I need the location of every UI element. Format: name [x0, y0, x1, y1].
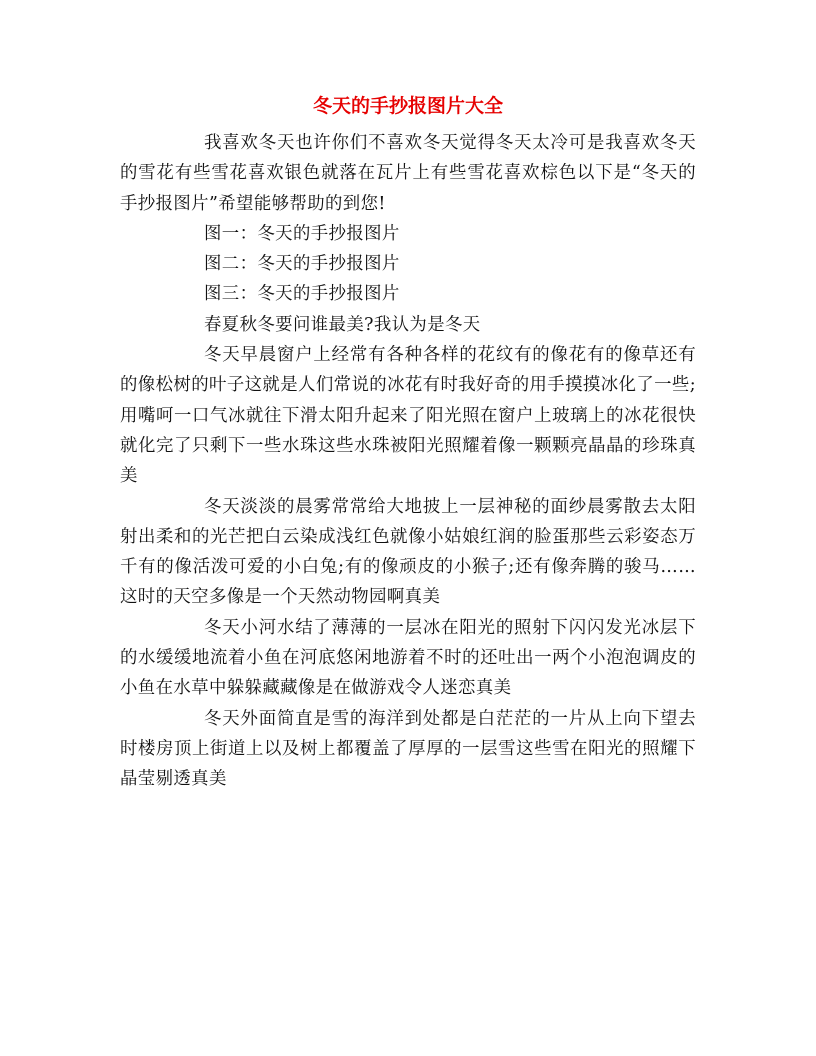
paragraph-question: 春夏秋冬要问谁最美?我认为是冬天 [204, 314, 481, 335]
paragraph-frozen-river: 冬天小河水结了薄薄的一层冰在阳光的照射下闪闪发光冰层下的水缓缓地流着小鱼在河底悠闲地游着不时的还吐出一两个小泡泡调皮的小鱼在水草中躲躲藏藏像是在做游戏令人迷恋真美 [120, 617, 696, 699]
document-page [120, 92, 696, 795]
paragraph-figure-1: 图一：冬天的手抄报图片 [204, 223, 400, 244]
paragraph-figure-3: 图三：冬天的手抄报图片 [204, 284, 400, 305]
paragraph-window-frost: 冬天早晨窗户上经常有各种各样的花纹有的像花有的像草还有的像松树的叶子这就是人们常说的冰花有时我好奇的用手摸摸冰化了一些;用嘴呵一口气冰就往下滑太阳升起来了阳光照在窗户上玻璃上的冰花很快就化完了只剩下一些水珠这些水珠被阳光照耀着像一颗颗亮晶晶的珍珠真美 [120, 345, 696, 487]
paragraph-snow-ocean: 冬天外面简直是雪的海洋到处都是白茫茫的一片从上向下望去时楼房顶上街道上以及树上都覆盖了厚厚的一层雪这些雪在阳光的照耀下晶莹剔透真美 [120, 708, 696, 790]
paragraph-intro: 我喜欢冬天也许你们不喜欢冬天觉得冬天太冷可是我喜欢冬天的雪花有些雪花喜欢银色就落在瓦片上有些雪花喜欢棕色以下是“冬天的手抄报图片”希望能够帮助的到您! [120, 133, 696, 214]
paragraph-morning-fog: 冬天淡淡的晨雾常常给大地披上一层神秘的面纱晨雾散去太阳射出柔和的光芒把白云染成浅红色就像小姑娘红润的脸蛋那些云彩姿态万千有的像活泼可爱的小白兔;有的像顽皮的小猴子;还有像奔腾的骏马……这时的天空多像是一个天然动物园啊真美 [120, 496, 696, 608]
paragraph-figure-2: 图二：冬天的手抄报图片 [204, 254, 400, 275]
document-title: 冬天的手抄报图片大全 [312, 95, 503, 117]
